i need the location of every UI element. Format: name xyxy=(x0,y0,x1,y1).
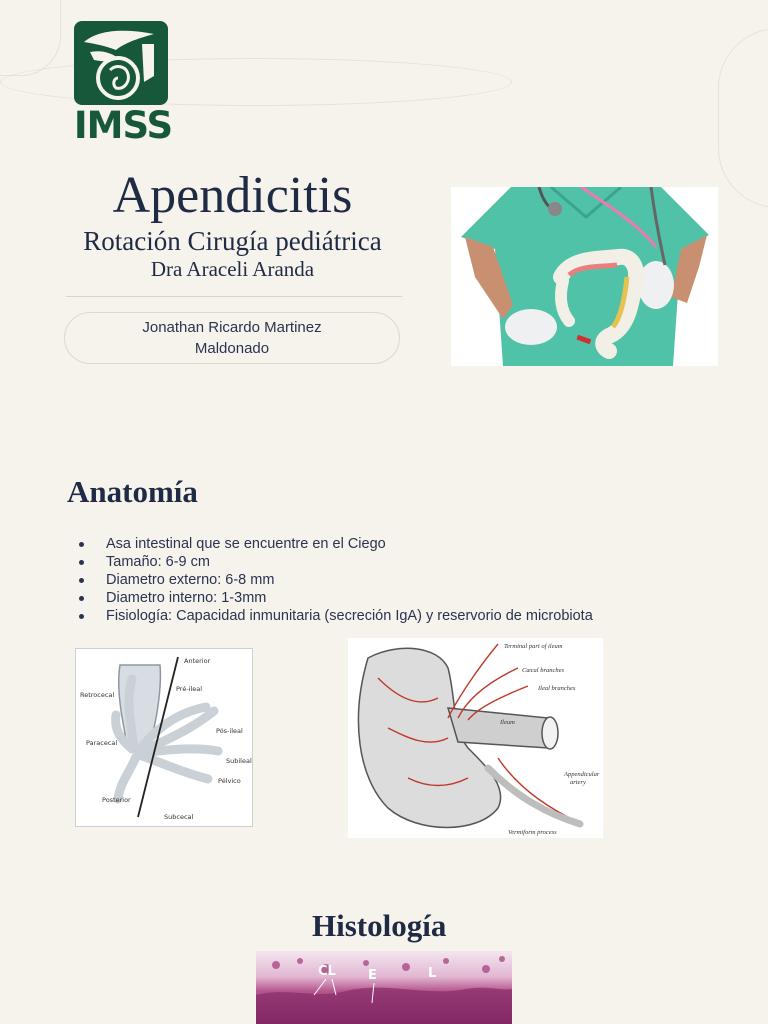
page-subtitle: Rotación Cirugía pediátrica xyxy=(83,226,382,256)
label-terminal-ileum: Terminal part of ileum xyxy=(504,643,563,650)
label-paracecal: Paracecal xyxy=(86,739,118,747)
label-subcecal: Subcecal xyxy=(164,813,194,821)
list-item: Tamaño: 6-9 cm xyxy=(78,553,593,571)
doctor-name: Dra Araceli Aranda xyxy=(150,257,315,281)
list-item: Diametro interno: 1-3mm xyxy=(78,589,593,607)
imss-logo-icon xyxy=(70,20,172,108)
author-line-1: Jonathan Ricardo Martinez xyxy=(142,319,322,336)
appendix-positions-figure xyxy=(75,648,253,827)
label-posterior: Posterior xyxy=(102,796,131,804)
page-title: Apendicitis xyxy=(112,167,353,224)
label-e: E xyxy=(368,968,377,983)
logo-text: IMSS xyxy=(73,104,173,147)
label-posileal: Pós-ileal xyxy=(216,727,243,735)
list-item: Asa intestinal que se encuentre en el Ciego xyxy=(78,535,593,553)
doctor-holding-colon-model-icon xyxy=(451,187,718,366)
label-ileum: Ileum xyxy=(500,719,515,726)
divider xyxy=(66,296,402,297)
section-title-anatomia: Anatomía xyxy=(67,474,198,509)
label-anterior: Anterior xyxy=(184,657,211,665)
label-vermiform: Vermiform process xyxy=(508,829,557,836)
cover-photo xyxy=(451,187,718,366)
list-item: Fisiología: Capacidad inmunitaria (secreción IgA) y reservorio de microbiota xyxy=(78,607,593,625)
decorative-curve xyxy=(0,0,61,76)
label-preileal: Pré-ileal xyxy=(176,685,203,693)
list-item: Diametro externo: 6-8 mm xyxy=(78,571,593,589)
anatomy-bullet-list xyxy=(78,535,593,625)
section-title-histologia: Histología xyxy=(312,908,447,943)
label-ileal-branches: Ileal branches xyxy=(538,685,576,692)
decorative-arc xyxy=(718,28,768,208)
label-appendicular-2: artery xyxy=(570,779,586,786)
cecum-arteries-figure xyxy=(348,638,603,838)
label-cl: CL xyxy=(318,964,336,979)
label-subileal: Subileal xyxy=(226,757,252,765)
label-l: L xyxy=(428,966,437,981)
label-cecal-branches: Cæcal branches xyxy=(522,667,565,674)
label-pelvico: Pélvico xyxy=(218,777,241,785)
author-line-2: Maldonado xyxy=(194,340,270,357)
label-retrocecal: Retrocecal xyxy=(80,691,115,699)
histology-image xyxy=(256,951,512,1024)
label-appendicular-1: Appendicular xyxy=(564,771,600,778)
author-pill xyxy=(64,312,400,364)
